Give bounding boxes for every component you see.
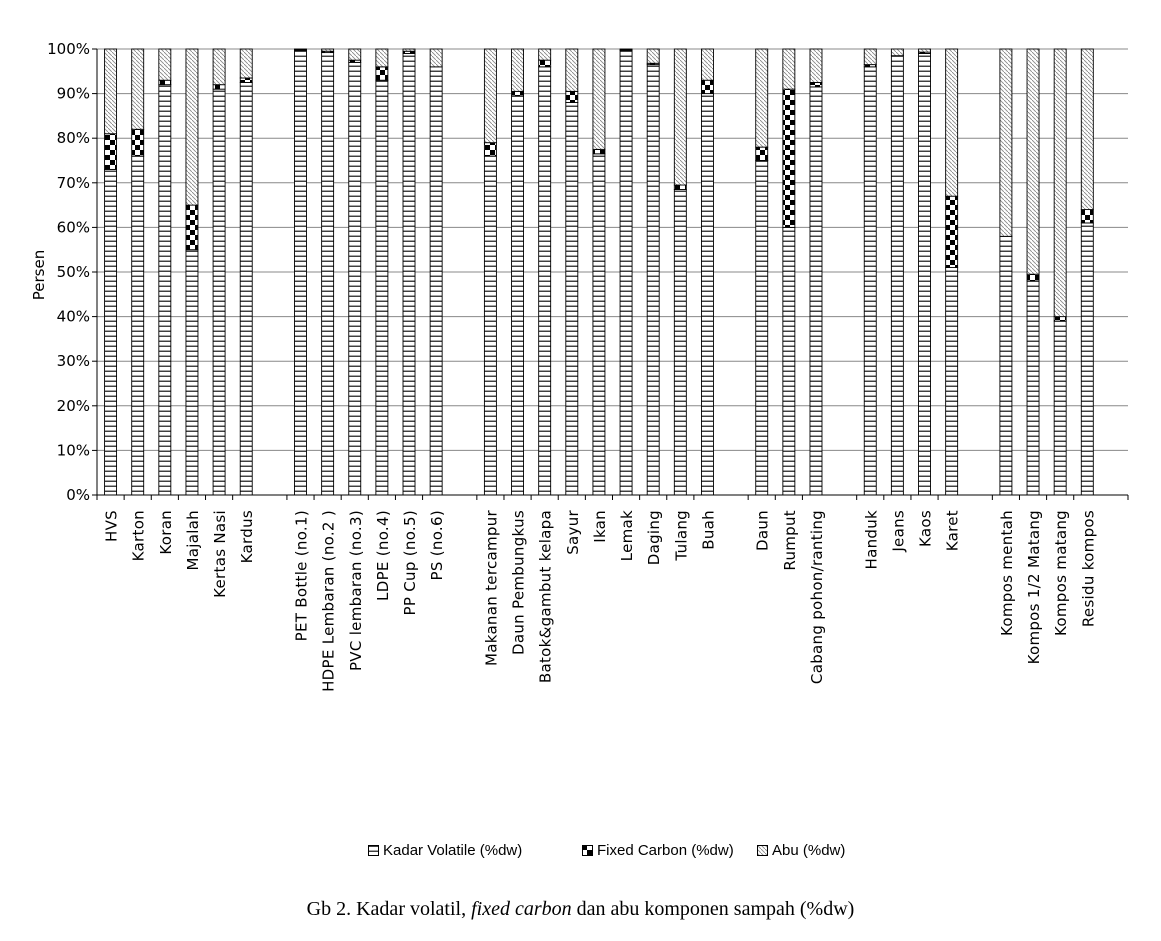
bar-segment-volatile (512, 96, 524, 495)
category-label: Buah (699, 510, 718, 550)
bar-segment-ash (891, 49, 903, 56)
bar-segment-volatile (132, 156, 144, 495)
bar-segment-fixed-carbon (105, 134, 117, 170)
bar-segment-volatile (240, 82, 252, 495)
bar-segment-ash (159, 49, 171, 80)
caption-prefix: Gb 2. Kadar volatil, (306, 898, 472, 920)
category-label: PVC lembaran (no.3) (346, 510, 365, 672)
bar-segment-volatile (756, 161, 768, 496)
bar-segment-volatile (349, 62, 361, 495)
legend-swatch-fixed-carbon (582, 845, 593, 856)
bar-segment-ash (1027, 49, 1039, 274)
bar-segment-ash (566, 49, 578, 91)
bar-segment-fixed-carbon (701, 80, 713, 93)
bar-segment-ash (783, 49, 795, 89)
category-label: Kertas Nasi (211, 510, 230, 598)
legend-item-volatile (368, 842, 522, 859)
bar-segment-volatile (539, 67, 551, 495)
bar-segment-volatile (810, 87, 822, 495)
bar-segment-fixed-carbon (593, 149, 605, 153)
bar-segment-ash (376, 49, 388, 67)
bar-segment-ash (1054, 49, 1066, 317)
bar-segment-fixed-carbon (946, 196, 958, 267)
bar-segment-fixed-carbon (186, 205, 198, 250)
category-label: Kompos mentah (997, 510, 1016, 637)
bar-segment-fixed-carbon (240, 78, 252, 82)
bar-segment-volatile (891, 56, 903, 495)
bar-segment-volatile (186, 250, 198, 495)
bar-segment-volatile (159, 85, 171, 495)
figure-caption (0, 898, 1161, 921)
category-label: Ikan (590, 510, 609, 543)
bar-segment-ash (919, 49, 931, 52)
bar-segment-volatile (620, 50, 632, 495)
category-label: Majalah (183, 510, 202, 571)
y-tick-label: 50% (56, 263, 90, 281)
bar-segment-fixed-carbon (1054, 317, 1066, 321)
bar-segment-ash (349, 49, 361, 60)
bar-segment-ash (322, 49, 334, 51)
category-label: Kompos matang (1052, 510, 1071, 636)
legend-item-ash (757, 842, 845, 859)
category-label: Jeans (889, 510, 908, 552)
bar-segment-volatile (105, 169, 117, 495)
y-tick-label: 20% (56, 396, 90, 415)
category-label: Sayur (563, 510, 582, 555)
bar-segment-ash (512, 49, 524, 91)
bar-segment-ash (864, 49, 876, 65)
bar-segment-ash (213, 49, 225, 85)
bar-segment-fixed-carbon (539, 60, 551, 67)
legend-label-fixed-carbon: Fixed Carbon (%dw) (597, 842, 734, 859)
category-label: Lemak (618, 510, 637, 562)
category-label: Daun (753, 510, 772, 551)
caption-italic: fixed carbon (471, 898, 572, 920)
bar-segment-ash (946, 49, 958, 196)
category-label: Daging (645, 510, 664, 566)
bar-segment-ash (539, 49, 551, 60)
legend-swatch-ash (757, 845, 768, 856)
bar-segment-volatile (674, 189, 686, 495)
bar-segment-ash (105, 49, 117, 134)
category-label: PP Cup (no.5) (401, 510, 420, 616)
category-label: Karton (129, 510, 148, 562)
bar-segment-volatile (213, 89, 225, 495)
y-tick-label: 100% (47, 40, 90, 58)
category-label: Tulang (672, 510, 691, 561)
bar-segment-volatile (1054, 321, 1066, 495)
bar-segment-volatile (403, 53, 415, 495)
category-label: Kaos (916, 510, 935, 547)
category-label: Handuk (862, 510, 881, 570)
category-label: HDPE Lembaran (no.2 ) (319, 510, 338, 692)
bar-segment-ash (701, 49, 713, 80)
category-label: Cabang pohon/ranting (807, 510, 826, 685)
bar-segment-volatile (919, 53, 931, 495)
bar-segment-ash (240, 49, 252, 78)
bar-segment-volatile (593, 154, 605, 495)
bar-segment-ash (430, 49, 442, 67)
category-label: Batok&gambut kelapa (536, 510, 555, 684)
category-labels (103, 509, 1098, 691)
bar-segment-fixed-carbon (132, 129, 144, 156)
bar-segment-volatile (294, 50, 306, 495)
bar-segment-ash (593, 49, 605, 149)
y-axis-label: Persen (30, 249, 48, 301)
bar-segment-fixed-carbon (783, 89, 795, 227)
bar-segment-ash (484, 49, 496, 143)
bar-segment-ash (132, 49, 144, 129)
bar-segment-volatile (322, 53, 334, 495)
bar-segment-ash (756, 49, 768, 147)
bar-segment-volatile (1081, 223, 1093, 495)
legend-label-volatile: Kadar Volatile (%dw) (383, 842, 523, 859)
bar-segment-ash (620, 49, 632, 50)
legend-item-fixed-carbon (582, 842, 734, 859)
category-label: Daun Pembungkus (509, 510, 528, 655)
bar-segment-fixed-carbon (566, 91, 578, 102)
caption-suffix: dan abu komponen sampah (%dw) (571, 898, 855, 920)
bar-segment-volatile (484, 156, 496, 495)
bar-segment-volatile (566, 103, 578, 495)
category-label: Rumput (780, 510, 799, 571)
bar-segment-ash (1081, 49, 1093, 210)
y-tick-labels (47, 40, 90, 504)
bar-segment-fixed-carbon (159, 80, 171, 84)
bar-segment-volatile (376, 80, 388, 495)
y-tick-label: 0% (66, 486, 90, 504)
bar-segment-volatile (647, 65, 659, 495)
y-tick-label: 30% (56, 352, 90, 371)
category-label: PET Bottle (no.1) (292, 510, 311, 642)
legend-swatch-volatile (368, 845, 379, 856)
bar-segment-volatile (946, 268, 958, 495)
bar-segment-volatile (1000, 236, 1012, 495)
y-tick-label: 60% (56, 218, 90, 237)
bar-segment-fixed-carbon (674, 185, 686, 189)
bar-segment-fixed-carbon (213, 85, 225, 89)
bar-segment-volatile (430, 67, 442, 495)
bar-segment-volatile (701, 94, 713, 495)
bar-segment-fixed-carbon (810, 82, 822, 86)
bar-segment-fixed-carbon (376, 67, 388, 80)
category-label: HVS (102, 510, 121, 542)
category-label: Residu kompos (1079, 510, 1098, 628)
category-label: Kompos 1/2 Matang (1025, 510, 1044, 665)
bar-segment-volatile (1027, 281, 1039, 495)
bar-segment-ash (647, 49, 659, 63)
bar-segment-volatile (864, 67, 876, 495)
bar-segment-fixed-carbon (484, 143, 496, 156)
category-label: Kardus (238, 510, 257, 564)
bar-segment-ash (674, 49, 686, 185)
legend (0, 842, 1161, 872)
y-tick-label: 70% (56, 173, 90, 192)
bar-segment-ash (1000, 49, 1012, 236)
bar-segment-ash (294, 49, 306, 50)
bar-segment-ash (810, 49, 822, 82)
legend-label-ash: Abu (%dw) (772, 842, 846, 859)
category-label: LDPE (no.4) (373, 510, 392, 601)
y-tick-label: 80% (56, 129, 90, 148)
category-label: Koran (156, 510, 175, 555)
bar-segment-volatile (783, 227, 795, 495)
y-tick-label: 90% (56, 84, 90, 103)
bar-segment-fixed-carbon (1027, 274, 1039, 281)
bar-segment-fixed-carbon (512, 91, 524, 95)
bar-segment-fixed-carbon (1081, 210, 1093, 223)
y-tick-label: 10% (56, 441, 90, 460)
bar-segment-fixed-carbon (756, 147, 768, 160)
bar-segment-ash (186, 49, 198, 205)
category-label: Makanan tercampur (482, 510, 501, 667)
y-tick-label: 40% (56, 307, 90, 326)
category-label: Karet (943, 510, 962, 552)
bar-segment-ash (403, 49, 415, 51)
category-label: PS (no.6) (428, 510, 447, 581)
